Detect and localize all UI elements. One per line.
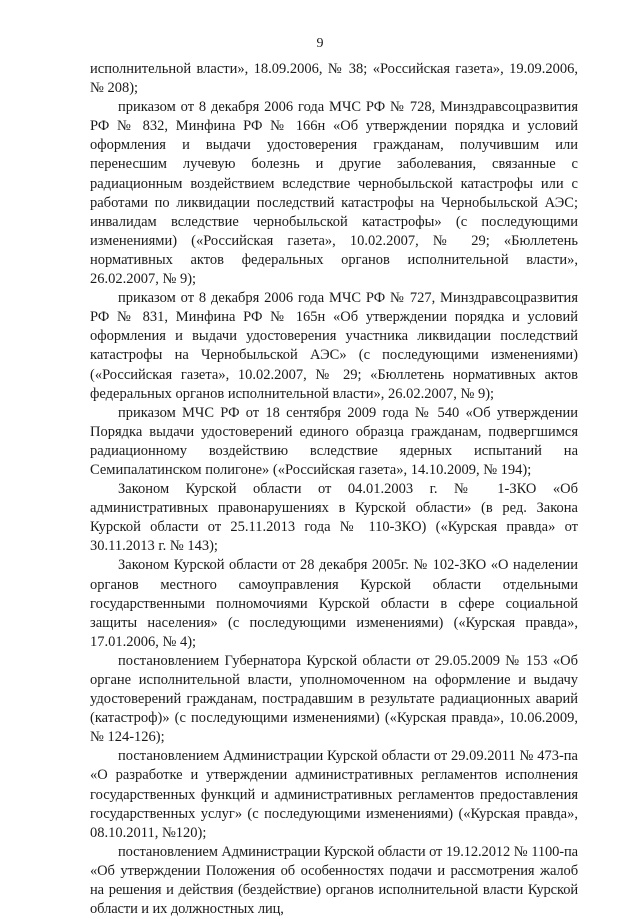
paragraph-kursk-law-102-zko: Законом Курской области от 28 декабря 2005г. № 102-ЗКО «О наделении органов местного самоуправления Курской области отдельными государственными полномочиями Курской области в сфере социальной защиты населения» (с последующими изменениями) («Курская правда», 17.01.2006, № 4); <box>90 557 578 650</box>
paragraph-governor-resolution-153: постановлением Губернатора Курской области от 29.05.2009 № 153 «Об органе исполнительной власти, уполномоченном на оформление и выдачу удостоверений гражданам, пострадавшим в результате радиационных аварий (катастроф)» (с последующими изменениями) («Курская правда», 10.06.2009, № 124-126); <box>90 652 578 746</box>
page-number: 9 <box>316 36 324 51</box>
paragraph-continuation: исполнительной власти», 18.09.2006, № 38; «Российская газета», 19.09.2006, № 208); <box>90 61 578 97</box>
document-body <box>90 60 578 919</box>
paragraph-administration-resolution-1100: постановлением Администрации Курской области от 19.12.2012 № 1100-па «Об утверждении Положения об особенностях подачи и рассмотрения жалоб на решения и действия (бездействие) органов исполнительной власти Курской области и их должностных лиц, <box>90 843 578 918</box>
paragraph-mchs-order-540: приказом МЧС РФ от 18 сентября 2009 года № 540 «Об утверждении Порядка выдачи удостоверений единого образца гражданам, подвергшимся радиационному воздействию вследствие ядерных испытаний на Семипалатинском полигоне» («Российская газета», 14.10.2009, № 194); <box>90 404 578 478</box>
paragraph-mchs-order-727: приказом от 8 декабря 2006 года МЧС РФ № 727, Минздравсоцразвития РФ № 831, Минфина РФ № 165н «Об утверждении порядка и условий оформления и выдачи удостоверения участника ликвидации последствий катастрофы на Чернобыльской АЭС» (с последующими изменениями) («Российская газета», 10.02.2007, № 29; «Бюллетень нормативных актов федеральных органов исполнительной власти», 26.02.2007, № 9); <box>90 290 578 402</box>
paragraph-mchs-order-728: приказом от 8 декабря 2006 года МЧС РФ № 728, Минздравсоцразвития РФ № 832, Минфина РФ № 166н «Об утверждении порядка и условий оформления и выдачи удостоверения гражданам, получившим или перенесшим лучевую болезнь и другие заболевания, связанные с радиационным воздействием вследствие чернобыльской катастрофы или с работами по ликвидации последствий катастрофы на Чернобыльской АЭС; инвалидам вследствие чернобыльской катастрофы» (с последующими изменениями) («Российская газета», 10.02.2007, № 29; «Бюллетень нормативных актов федеральных органов исполнительной власти», 26.02.2007, № 9); <box>90 99 578 288</box>
paragraph-kursk-law-1-zko: Законом Курской области от 04.01.2003 г. № 1-ЗКО «Об административных правонарушениях в Курской области» (в ред. Закона Курской области от 25.11.2013 года № 110-ЗКО) («Курская правда» от 30.11.2013 г. № 143); <box>90 481 578 555</box>
paragraph-administration-resolution-473: постановлением Администрации Курской области от 29.09.2011 № 473-па «О разработке и утверждении административных регламентов исполнения государственных функций и административных регламентов предоставления государственных услуг» (с последующими изменениями) («Курская правда», 08.10.2011, №120); <box>90 748 578 841</box>
